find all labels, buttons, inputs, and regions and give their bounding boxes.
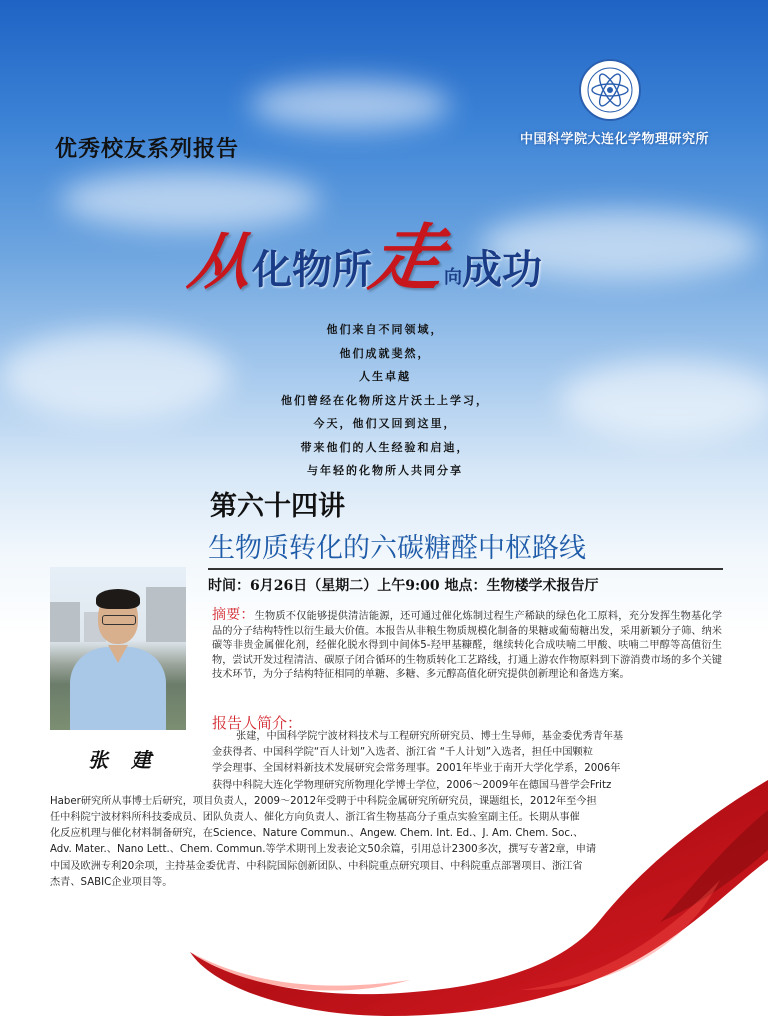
time-location: 时间：6月26日（星期二）上午9:00 地点：生物楼学术报告厅 (208, 578, 599, 594)
slogan-part: 向 (444, 267, 463, 288)
bio-line: 任中科院宁波材料所科技委成员、团队负责人、催化方向负责人、浙江省生物基高分子重点实验室副主任。长期从事催 (50, 812, 580, 824)
slogan-part: 走 (365, 215, 450, 300)
cloud (250, 80, 450, 130)
bio-line: 金获得者、中国科学院“百人计划”入选者、浙江省 “千人计划”入选者，担任中国颗粒 (212, 747, 593, 759)
poem-line: 他们曾经在化物所这片沃土上学习， (281, 393, 489, 407)
abstract-heading: 摘要： (212, 607, 255, 623)
series-title: 优秀校友系列报告 (55, 136, 240, 162)
cloud (560, 360, 768, 440)
slogan-part: 化物所 (252, 246, 373, 293)
bio-heading: 报告人简介： (212, 714, 303, 732)
poem-line: 他们来自不同领域， (326, 323, 444, 336)
bio-line: 杰青、SABIC企业项目等。 (50, 876, 173, 888)
bio-line: 张建，中国科学院宁波材料技术与工程研究所研究员、博士生导师，基金委优秀青年基 (236, 731, 624, 742)
divider (208, 568, 723, 570)
poem-line: 带来他们的人生经验和启迪， (300, 440, 470, 454)
poem-line: 人生卓越 (359, 370, 411, 383)
abstract-text: 生物质不仅能够提供清洁能源，还可通过催化炼制过程生产稀缺的绿色化工原料，充分发挥生物基化学品的分子结构特性以衍生最大价值。本报告从非粮生物质规模化制备的果糖或葡萄糖出发，采用新颖分子筛、纳米碳等非贵金属催化剂，经催化脱水得到中间体5-羟甲基糠醛，继续转化合成呋喃二甲酸、呋喃二甲醇等高值衍生物，尝试开发过程清洁、碳原子闭合循环的生物质转化工艺路线，打通上游农作物原料到下游消费市场的多个关键技术环节，为分子结构特征相同的单糖、多糖、多元醇高值化研究提供创新理论和备选方案。 (212, 611, 723, 681)
bio-line: 学会理事、全国材料新技术发展研究会常务理事。2001年毕业于南开大学化学系，2006年 (212, 763, 621, 775)
organization-name: 中国科学院大连化学物理研究所 (520, 132, 710, 147)
bio-line: 获得中科院大连化学物理研究所物理化学博士学位，2006～2009年在德国马普学会Fritz (212, 779, 612, 791)
slogan-part: 从 (184, 225, 257, 298)
cloud (0, 330, 230, 420)
slogan-part: 成功 (462, 246, 543, 293)
lecture-number: 第六十四讲 (210, 491, 345, 522)
bio-line: 中国及欧洲专利20余项，主持基金委优青、中科院国际创新团队、中科院重点研究项目、中科院重点部署项目、浙江省 (50, 860, 583, 872)
red-ribbon-decoration (0, 690, 768, 1024)
speaker-name: 张 建 (88, 748, 159, 772)
bio-line: Adv. Mater.、Nano Lett.、Chem. Commun.等学术期刊上发表论文50余篇，引用总计2300多次，撰写专著2章，申请 (50, 844, 597, 856)
talk-title: 生物质转化的六碳糖醛中枢路线 (208, 533, 586, 564)
poem (240, 318, 530, 483)
institute-seal-icon (578, 58, 642, 122)
slogan (184, 200, 543, 300)
abstract (212, 608, 722, 683)
bio-line: Haber研究所从事博士后研究，项目负责人，2009～2012年受聘于中科院金属研究所研究员，课题组长，2012年至今担 (50, 795, 597, 807)
poem-line: 今天，他们又回到这里， (313, 417, 457, 430)
bio-line: 化反应机理与催化材料制备研究，在Science、Nature Commun.、Angew. Chem. Int. Ed.、J. Am. Chem. Soc.、 (50, 828, 584, 840)
poem-line: 他们成就斐然， (339, 346, 431, 360)
poem-line: 与年轻的化物所人共同分享 (307, 464, 463, 477)
